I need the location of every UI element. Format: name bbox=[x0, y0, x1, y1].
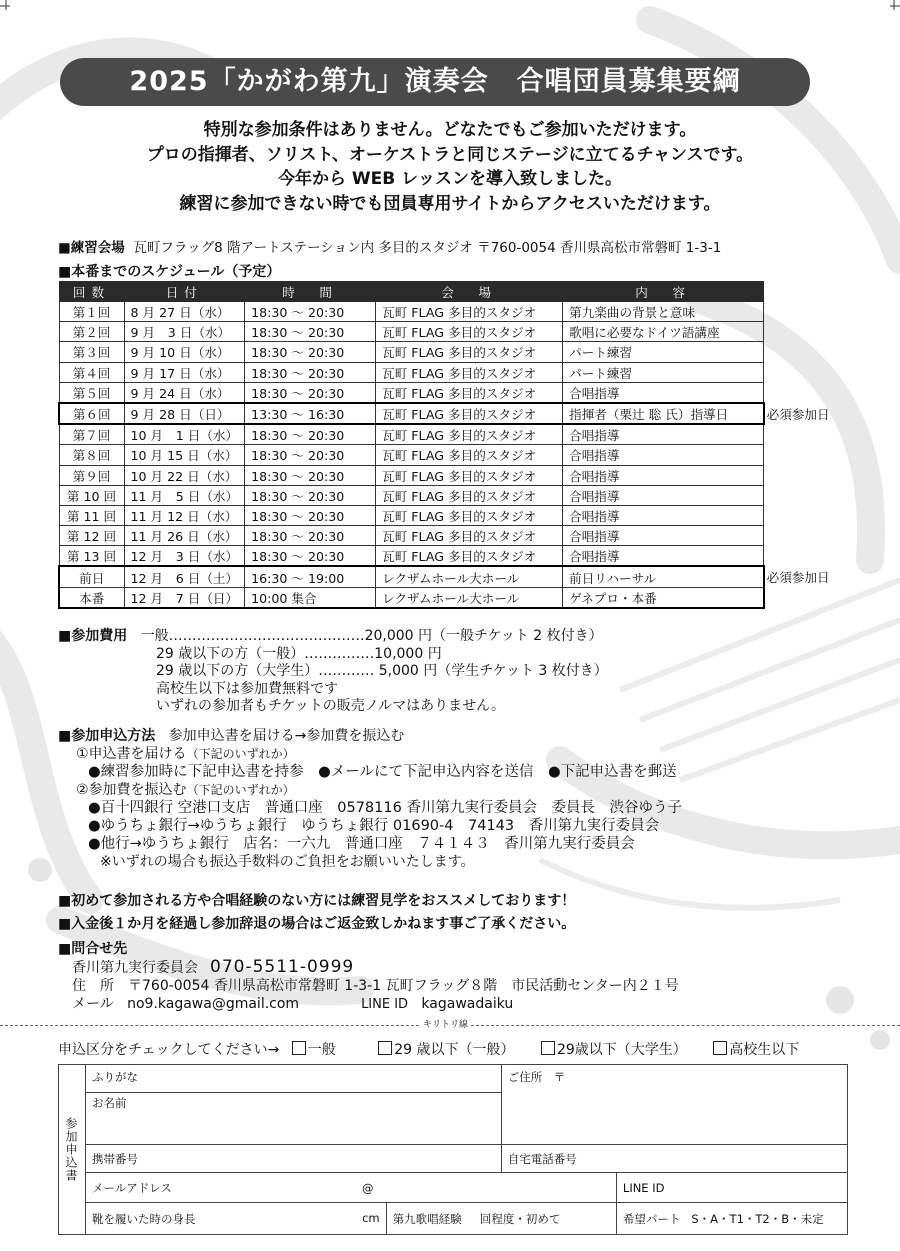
schedule-row bbox=[59, 566, 837, 587]
fee-line: いずれの参加者もチケットの販売ノルマはありません。 bbox=[156, 698, 506, 714]
schedule-cell-content: パート練習 bbox=[563, 362, 764, 382]
schedule-cell-venue: 瓦町 FLAG 多目的スタジオ bbox=[376, 505, 563, 525]
schedule-cell-time: 18:30 ～ 20:30 bbox=[245, 465, 376, 485]
form-side-label-cell bbox=[59, 1065, 86, 1235]
schedule-cell-content: 合唱指導 bbox=[563, 424, 764, 445]
schedule-cell-round: 第９回 bbox=[59, 465, 124, 485]
part-label: 希望パート bbox=[622, 1211, 681, 1226]
venue-text: 瓦町フラッグ8 階アートステーション内 多目的スタジオ 〒760-0054 香川県高松市常磐町 1-3-1 bbox=[133, 240, 722, 256]
name-label: お名前 bbox=[92, 1096, 127, 1110]
checkbox-under29-general[interactable] bbox=[378, 1042, 514, 1058]
schedule-required-note bbox=[764, 546, 837, 567]
schedule-cell-venue: 瓦町 FLAG 多目的スタジオ bbox=[376, 342, 563, 362]
schedule-cell-venue: 瓦町 FLAG 多目的スタジオ bbox=[376, 302, 563, 322]
schedule-cell-time: 18:30 ～ 20:30 bbox=[245, 526, 376, 546]
schedule-cell-time: 18:30 ～ 20:30 bbox=[245, 445, 376, 465]
schedule-required-note bbox=[764, 424, 837, 445]
schedule-cell-content: 歌唱に必要なドイツ語講座 bbox=[563, 322, 764, 342]
schedule-cell-round: 第１回 bbox=[59, 302, 124, 322]
schedule-cell-time: 16:30 ～ 19:00 bbox=[245, 566, 376, 587]
schedule-cell-round: 第５回 bbox=[59, 382, 124, 403]
line-id-label: LINE ID bbox=[622, 1180, 665, 1195]
schedule-cell-round: 第７回 bbox=[59, 424, 124, 445]
schedule-cell-date: 11 月 26 日（水） bbox=[124, 526, 245, 546]
schedule-row bbox=[59, 526, 837, 546]
schedule-cell-venue: 瓦町 FLAG 多目的スタジオ bbox=[376, 403, 563, 424]
schedule-cell-round: 第３回 bbox=[59, 342, 124, 362]
schedule-required-note bbox=[764, 465, 837, 485]
contact-section bbox=[58, 940, 679, 1014]
schedule-cell-time: 13:30 ～ 16:30 bbox=[245, 403, 376, 424]
apply-label: ■参加申込方法 bbox=[58, 728, 156, 744]
schedule-cell-content: 合唱指導 bbox=[563, 546, 764, 567]
schedule-cell-time: 18:30 ～ 20:30 bbox=[245, 505, 376, 525]
apply-step2-note: （下記のいずれか） bbox=[186, 783, 295, 797]
schedule-cell-time: 18:30 ～ 20:30 bbox=[245, 362, 376, 382]
mail-label: メール bbox=[72, 996, 114, 1012]
schedule-cell-date: 10 月 1 日（水） bbox=[124, 424, 245, 445]
mobile-label: 携帯番号 bbox=[92, 1151, 138, 1166]
fee-line: 一般……………………………………20,000 円（一般チケット 2 枚付き） bbox=[140, 628, 603, 644]
schedule-cell-time: 10:00 集合 bbox=[245, 587, 376, 608]
cut-line-label: キリトリ線 bbox=[420, 1017, 471, 1030]
checkbox-general[interactable] bbox=[292, 1042, 336, 1058]
header-content: 内 容 bbox=[563, 282, 764, 302]
schedule-cell-venue: 瓦町 FLAG 多目的スタジオ bbox=[376, 424, 563, 445]
checkbox-icon[interactable] bbox=[378, 1041, 392, 1055]
category-check-row bbox=[58, 1039, 799, 1059]
fees-section bbox=[58, 628, 608, 716]
schedule-cell-venue: 瓦町 FLAG 多目的スタジオ bbox=[376, 465, 563, 485]
height-field[interactable] bbox=[86, 1203, 387, 1235]
schedule-row bbox=[59, 424, 837, 445]
header-venue: 会 場 bbox=[376, 282, 563, 302]
apply-step1: ①申込書を届ける bbox=[76, 746, 187, 762]
intro-line: 練習に参加できない時でも団員専用サイトからアクセスいただけます。 bbox=[179, 193, 721, 214]
schedule-cell-round: 第６回 bbox=[59, 403, 124, 424]
contact-email[interactable]: no9.kagawa@gmail.com bbox=[127, 996, 300, 1012]
schedule-required-note bbox=[764, 587, 837, 608]
fee-line: 高校生以下は参加費無料です bbox=[156, 680, 338, 697]
schedule-required-note bbox=[764, 526, 837, 546]
line-id-field[interactable] bbox=[616, 1173, 847, 1203]
schedule-cell-round: 第４回 bbox=[59, 362, 124, 382]
part-field[interactable] bbox=[616, 1203, 847, 1235]
schedule-cell-date: 12 月 7 日（日） bbox=[124, 587, 245, 608]
experience-field[interactable] bbox=[386, 1203, 616, 1235]
crop-mark-top-left bbox=[0, 0, 10, 10]
experience-label: 第九歌唱経験 bbox=[392, 1211, 462, 1226]
schedule-cell-round: 前日 bbox=[59, 566, 124, 587]
contact-line-id: kagawadaiku bbox=[421, 996, 514, 1012]
apply-summary: 参加申込書を届ける→参加費を振込む bbox=[168, 728, 405, 744]
checkbox-label: 高校生以下 bbox=[729, 1042, 800, 1058]
schedule-required-note bbox=[764, 302, 837, 322]
header-time: 時 間 bbox=[245, 282, 376, 302]
furigana-field[interactable] bbox=[86, 1065, 502, 1093]
schedule-row bbox=[59, 382, 837, 403]
schedule-cell-date: 9 月 3 日（水） bbox=[124, 322, 245, 342]
practice-venue bbox=[58, 236, 721, 256]
schedule-cell-date: 12 月 3 日（水） bbox=[124, 546, 245, 567]
schedule-cell-date: 11 月 12 日（水） bbox=[124, 505, 245, 525]
schedule-cell-date: 10 月 15 日（水） bbox=[124, 445, 245, 465]
header-date: 日付 bbox=[124, 282, 245, 302]
home-phone-label: 自宅電話番号 bbox=[507, 1151, 577, 1166]
checkbox-highschool[interactable] bbox=[713, 1042, 799, 1058]
schedule-cell-venue: 瓦町 FLAG 多目的スタジオ bbox=[376, 362, 563, 382]
address-label: ご住所 〒 bbox=[507, 1070, 566, 1084]
cm-unit: cm bbox=[362, 1210, 380, 1225]
bank-line: ●他行→ゆうちょ銀行 店名：一六九 普通口座 ７４１４３ 香川第九実行委員会 bbox=[88, 836, 635, 852]
check-prompt: 申込区分をチェックしてください→ bbox=[58, 1042, 280, 1058]
line-label: LINE ID bbox=[361, 997, 409, 1012]
schedule-row bbox=[59, 445, 837, 465]
schedule-row bbox=[59, 362, 837, 382]
checkbox-icon[interactable] bbox=[541, 1041, 555, 1055]
schedule-row bbox=[59, 587, 837, 608]
checkbox-label: 29歳以下（大学生） bbox=[556, 1042, 687, 1058]
schedule-cell-content: 合唱指導 bbox=[563, 485, 764, 505]
schedule-cell-round: 第 12 回 bbox=[59, 526, 124, 546]
form-side-label: 参加申込書 bbox=[64, 1117, 78, 1182]
schedule-cell-date: 9 月 17 日（水） bbox=[124, 362, 245, 382]
schedule-required-note bbox=[764, 485, 837, 505]
address-field[interactable] bbox=[501, 1065, 847, 1145]
intro-line: 特別な参加条件はありません。どなたでもご参加いただけます。 bbox=[203, 120, 697, 140]
schedule-cell-round: 第 10 回 bbox=[59, 485, 124, 505]
schedule-cell-time: 18:30 ～ 20:30 bbox=[245, 302, 376, 322]
schedule-title: ■本番までのスケジュール（予定） bbox=[58, 264, 281, 280]
checkbox-label: 29 歳以下（一般） bbox=[394, 1042, 515, 1058]
schedule-row bbox=[59, 546, 837, 567]
checkbox-under29-student[interactable] bbox=[541, 1042, 687, 1058]
schedule-cell-time: 18:30 ～ 20:30 bbox=[245, 546, 376, 567]
schedule-row bbox=[59, 505, 837, 525]
intro-line: プロの指揮者、ソリスト、オーケストラと同じステージに立てるチャンスです。 bbox=[146, 144, 754, 165]
schedule-cell-date: 8 月 27 日（水） bbox=[124, 302, 245, 322]
bank-note: ※いずれの場合も振込手数料のご負担をお願いいたします。 bbox=[100, 854, 475, 870]
schedule-cell-date: 9 月 28 日（日） bbox=[124, 403, 245, 424]
name-field[interactable] bbox=[86, 1093, 502, 1145]
schedule-cell-venue: 瓦町 FLAG 多目的スタジオ bbox=[376, 382, 563, 403]
notices bbox=[58, 890, 575, 936]
schedule-table bbox=[58, 281, 838, 609]
application-form bbox=[58, 1064, 848, 1235]
schedule-cell-date: 11 月 5 日（水） bbox=[124, 485, 245, 505]
bank-line: ●百十四銀行 空港口支店 普通口座 0578116 香川第九実行委員会 委員長 渋谷ゆう子 bbox=[88, 800, 682, 816]
banner-title: 2025「かがわ第九」演奏会 合唱団員募集要綱 bbox=[60, 58, 810, 106]
header-round: 回数 bbox=[59, 282, 124, 302]
fee-line: 29 歳以下の方（大学生）………… 5,000 円（学生チケット 3 枚付き） bbox=[156, 663, 608, 679]
schedule-cell-round: 第８回 bbox=[59, 445, 124, 465]
furigana-label: ふりがな bbox=[92, 1070, 138, 1084]
fee-line: 29 歳以下の方（一般）……………10,000 円 bbox=[156, 645, 442, 662]
schedule-required-note bbox=[764, 362, 837, 382]
schedule-header-row bbox=[59, 282, 837, 302]
schedule-cell-venue: レクザムホール大ホール bbox=[376, 566, 563, 587]
schedule-cell-content: 合唱指導 bbox=[563, 382, 764, 403]
at-sign: @ bbox=[361, 1180, 374, 1195]
home-phone-field[interactable] bbox=[501, 1145, 847, 1173]
checkbox-icon[interactable] bbox=[292, 1041, 306, 1055]
schedule-cell-time: 18:30 ～ 20:30 bbox=[245, 342, 376, 362]
schedule-cell-time: 18:30 ～ 20:30 bbox=[245, 424, 376, 445]
schedule-cell-round: 第２回 bbox=[59, 322, 124, 342]
bank-line: ●ゆうちょ銀行→ゆうちょ銀行 ゆうちょ銀行 01690-4 74143 香川第九実行委員会 bbox=[88, 818, 660, 834]
schedule-required-note: 必須参加日 bbox=[766, 570, 830, 586]
email-field[interactable] bbox=[86, 1173, 617, 1203]
schedule-cell-content: 第九楽曲の背景と意味 bbox=[563, 302, 764, 322]
schedule-row bbox=[59, 465, 837, 485]
schedule-cell-round: 第 11 回 bbox=[59, 505, 124, 525]
schedule-row bbox=[59, 485, 837, 505]
schedule-cell-content: 合唱指導 bbox=[563, 505, 764, 525]
schedule-required-note bbox=[764, 505, 837, 525]
apply-step2: ②参加費を振込む bbox=[76, 782, 187, 798]
schedule-required-note bbox=[764, 322, 837, 342]
schedule-cell-content: 合唱指導 bbox=[563, 445, 764, 465]
contact-phone[interactable]: 070-5511-0999 bbox=[210, 957, 355, 977]
contact-address: 住 所 〒760-0054 香川県高松市常磐町 1-3-1 瓦町フラッグ８階 市民活動センター内２１号 bbox=[72, 978, 679, 994]
schedule-cell-date: 12 月 6 日（土） bbox=[124, 566, 245, 587]
schedule-required-note bbox=[764, 342, 837, 362]
schedule-cell-time: 18:30 ～ 20:30 bbox=[245, 322, 376, 342]
schedule-row bbox=[59, 403, 837, 424]
schedule-cell-venue: 瓦町 FLAG 多目的スタジオ bbox=[376, 546, 563, 567]
schedule-cell-round: 本番 bbox=[59, 587, 124, 608]
experience-value: 回程度・初めて bbox=[479, 1211, 561, 1226]
schedule-cell-venue: 瓦町 FLAG 多目的スタジオ bbox=[376, 445, 563, 465]
schedule-row bbox=[59, 342, 837, 362]
schedule-cell-content: 前日リハーサル bbox=[563, 566, 764, 587]
email-label: メールアドレス bbox=[92, 1180, 172, 1195]
schedule-cell-date: 10 月 22 日（水） bbox=[124, 465, 245, 485]
schedule-cell-content: ゲネプロ・本番 bbox=[563, 587, 764, 608]
schedule-required-note: 必須参加日 bbox=[766, 407, 830, 423]
schedule-cell-time: 18:30 ～ 20:30 bbox=[245, 382, 376, 403]
schedule-cell-round: 第 13 回 bbox=[59, 546, 124, 567]
schedule-cell-date: 9 月 10 日（水） bbox=[124, 342, 245, 362]
schedule-cell-content: パート練習 bbox=[563, 342, 764, 362]
part-value: S・A・T1・T2・B・未定 bbox=[691, 1211, 824, 1226]
schedule-required-note bbox=[764, 445, 837, 465]
schedule-cell-time: 18:30 ～ 20:30 bbox=[245, 485, 376, 505]
schedule-row bbox=[59, 302, 837, 322]
schedule-cell-content: 指揮者（栗辻 聡 氏）指導日 bbox=[563, 403, 764, 424]
contact-label: ■問合せ先 bbox=[58, 941, 128, 957]
checkbox-icon[interactable] bbox=[713, 1041, 727, 1055]
mobile-field[interactable] bbox=[86, 1145, 502, 1173]
checkbox-label: 一般 bbox=[307, 1042, 336, 1058]
schedule-row bbox=[59, 322, 837, 342]
notice-line: ■入金後１か月を経過し参加辞退の場合はご返金致しかねます事ご了承ください。 bbox=[58, 916, 576, 932]
contact-org: 香川第九実行委員会 bbox=[72, 960, 198, 976]
apply-step1-note: （下記のいずれか） bbox=[186, 747, 295, 761]
schedule-required-note bbox=[764, 382, 837, 403]
application-section bbox=[58, 727, 682, 871]
venue-label: ■練習会場 bbox=[58, 240, 125, 256]
height-label: 靴を履いた時の身長 bbox=[92, 1211, 196, 1226]
notice-line: ■初めて参加される方や合唱経験のない方には練習見学をおススメしております！ bbox=[58, 893, 576, 909]
fees-label: ■参加費用 bbox=[58, 628, 128, 644]
schedule-cell-venue: レクザムホール大ホール bbox=[376, 587, 563, 608]
schedule-cell-venue: 瓦町 FLAG 多目的スタジオ bbox=[376, 485, 563, 505]
intro-text bbox=[0, 118, 900, 216]
schedule-cell-venue: 瓦町 FLAG 多目的スタジオ bbox=[376, 322, 563, 342]
intro-line: 今年から WEB レッスンを導入致しました。 bbox=[278, 169, 622, 189]
schedule-body bbox=[59, 302, 837, 608]
apply-step1-methods: ●練習参加時に下記申込書を持参 ●メールにて下記申込内容を送信 ●下記申込書を郵送 bbox=[88, 764, 677, 780]
schedule-cell-venue: 瓦町 FLAG 多目的スタジオ bbox=[376, 526, 563, 546]
crop-mark-top-right bbox=[890, 0, 900, 10]
schedule-cell-content: 合唱指導 bbox=[563, 465, 764, 485]
schedule-cell-date: 9 月 24 日（水） bbox=[124, 382, 245, 403]
schedule-cell-content: 合唱指導 bbox=[563, 526, 764, 546]
